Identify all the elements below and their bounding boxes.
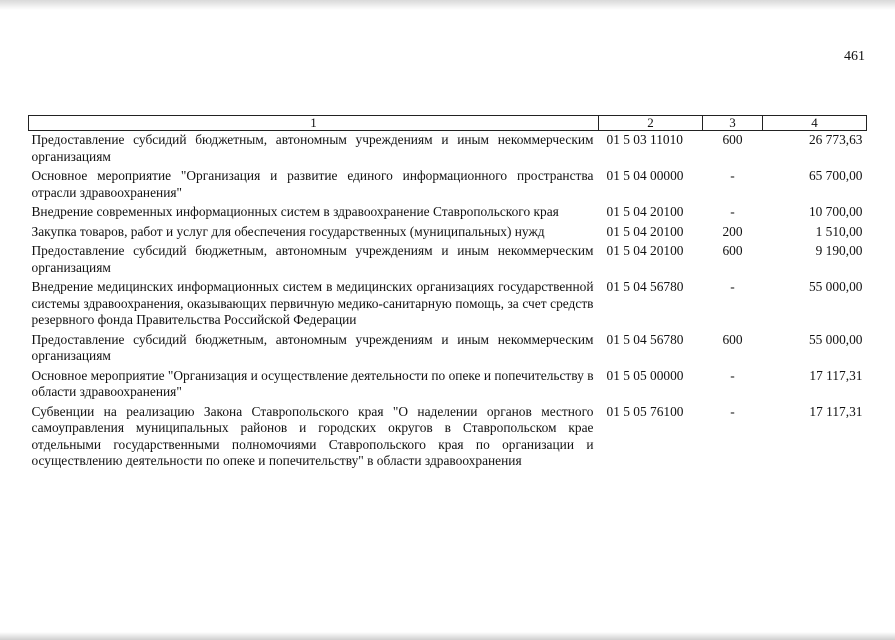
table-row [29,223,867,243]
row-code: 01 5 05 76100 [606,403,684,419]
row-sum: 26 773,63 [808,132,863,147]
column-header-2: 2 [599,116,703,131]
row-expense-type: 200 [722,223,743,239]
row-sum: 17 117,31 [809,403,863,419]
row-expense-type: - [730,367,735,383]
row-expense-type: - [730,403,735,419]
row-code: 01 5 04 56780 [606,279,684,294]
row-name: Предоставление субсидий бюджетным, автономным учреждениям и иным некоммерческим организациям [31,331,594,363]
budget-table [28,115,867,472]
row-sum: 1 510,00 [815,223,863,239]
scan-edge-top [0,0,895,10]
row-code: 01 5 04 20100 [606,223,684,239]
table-row [29,203,867,223]
page-number: 461 [844,49,865,64]
row-code: 01 5 04 20100 [606,204,684,219]
row-name: Основное мероприятие "Организация и осуществление деятельности по опеке и попечительству в области здравоохранения" [31,367,594,399]
row-name: Основное мероприятие "Организация и развитие единого информационного пространства отрасли здравоохранения" [31,168,594,200]
row-name: Субвенции на реализацию Закона Ставропольского края "О наделении органов местного самоуправления муниципальных районов и городских округов в Ставропольском крае отдельными государственными полномочиями Ставропольского края по организации и осуществлению деятельности по опеке и попечительству" в области здравоохранения [31,403,594,468]
scan-edge-bottom [0,632,895,640]
row-code: 01 5 04 00000 [606,168,684,183]
row-expense-type: 600 [722,243,743,258]
row-expense-type: - [730,204,735,219]
row-expense-type: - [730,279,735,294]
table-row [29,131,867,168]
table-header-row [29,116,867,131]
row-name: Внедрение медицинских информационных систем в медицинских организациях государственной системы здравоохранения, оказывающих первичную медико-санитарную помощь, за счет средств резервного фонда Правительства Российской Федерации [31,279,594,327]
row-expense-type: 600 [722,331,743,347]
row-expense-type: - [730,168,735,183]
row-sum: 9 190,00 [815,243,863,258]
row-name: Закупка товаров, работ и услуг для обеспечения государственных (муниципальных) нужд [31,223,545,239]
table-row [29,367,867,403]
row-name: Предоставление субсидий бюджетным, автономным учреждениям и иным некоммерческим организациям [31,132,594,164]
table-row [29,278,867,331]
row-name: Предоставление субсидий бюджетным, автономным учреждениям и иным некоммерческим организациям [31,243,594,275]
row-code: 01 5 03 11010 [606,132,683,147]
row-name: Внедрение современных информационных систем в здравоохранение Ставропольского края [31,204,559,219]
table-row [29,167,867,203]
column-header-3: 3 [703,116,763,131]
row-sum: 55 000,00 [808,331,863,347]
table-row [29,242,867,278]
row-code: 01 5 04 20100 [606,243,684,258]
table-row [29,403,867,472]
row-expense-type: 600 [722,132,743,147]
row-sum: 55 000,00 [808,279,863,294]
row-code: 01 5 04 56780 [606,331,684,347]
column-header-4: 4 [763,116,867,131]
row-sum: 10 700,00 [808,204,863,219]
row-sum: 65 700,00 [808,168,863,183]
row-sum: 17 117,31 [809,367,863,383]
row-code: 01 5 05 00000 [606,367,684,383]
column-header-1: 1 [29,116,599,131]
table-row [29,331,867,367]
